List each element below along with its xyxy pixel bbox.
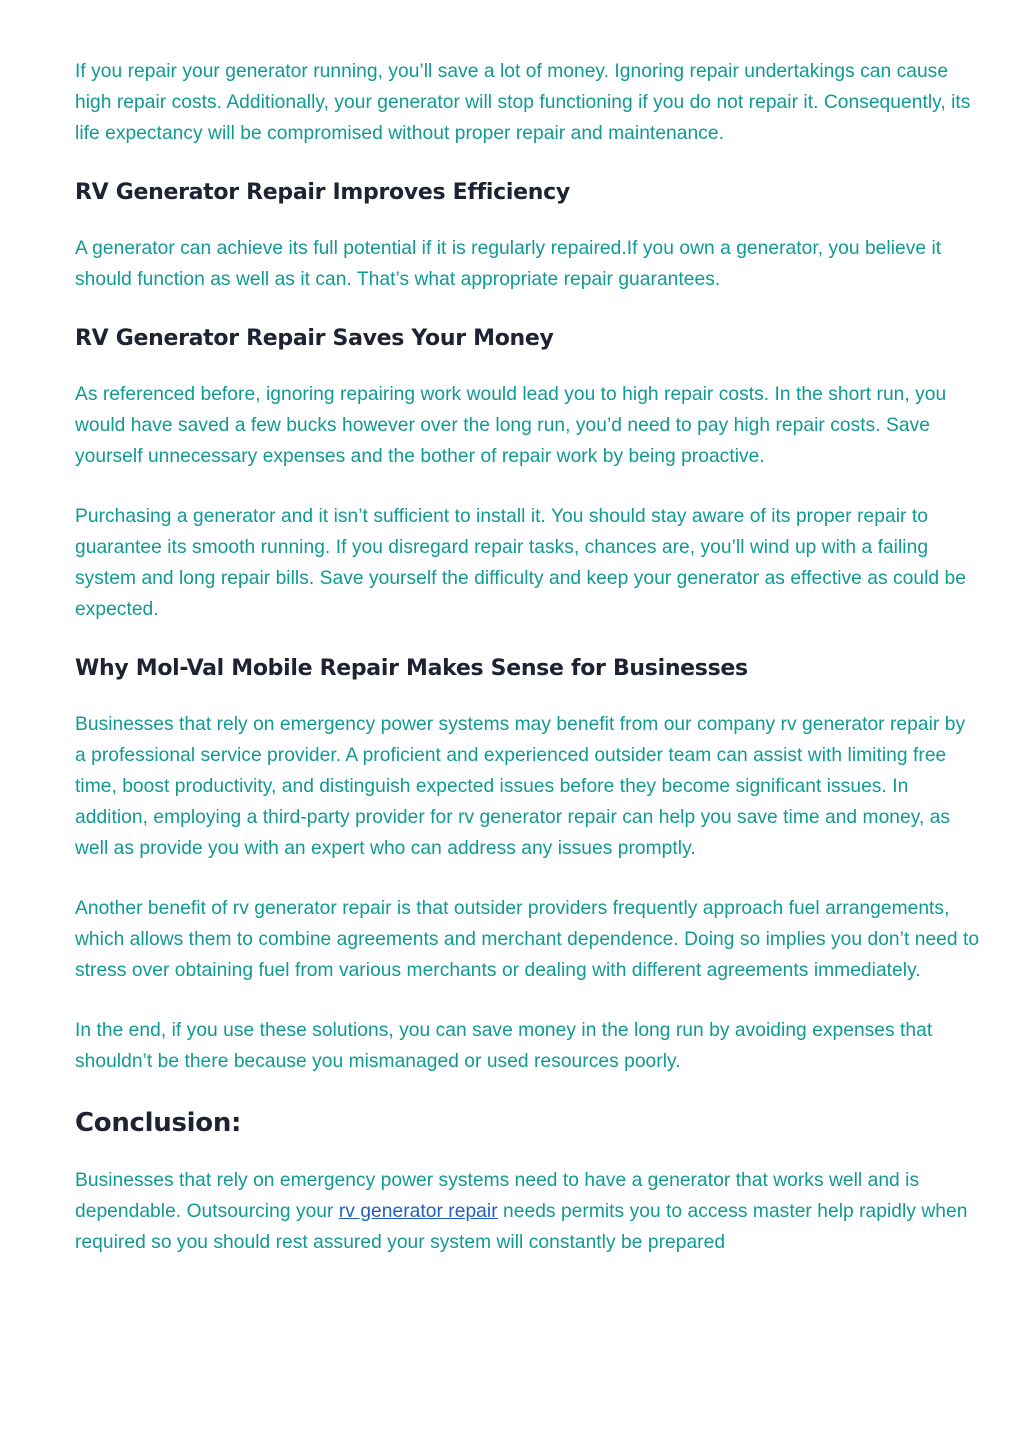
heading-efficiency: RV Generator Repair Improves Efficiency bbox=[75, 180, 570, 205]
paragraph-saves-money-1: As referenced before, ignoring repairing work would lead you to high repair costs. In the short run, you would have saved a few bucks however over the long run, you’d need to pay high repair costs. Save yourself unnecessary expenses and the bother of repair work by being proactive. bbox=[75, 384, 947, 467]
paragraph-efficiency: A generator can achieve its full potential if it is regularly repaired.If you own a generator, you believe it should function as well as it can. That’s what appropriate repair guarantees. bbox=[75, 238, 942, 290]
rv-generator-repair-link[interactable]: rv generator repair bbox=[338, 1201, 498, 1222]
heading-conclusion: Conclusion: bbox=[75, 1108, 242, 1138]
paragraph-saves-money-2: Purchasing a generator and it isn’t sufficient to install it. You should stay aware of its proper repair to guarantee its smooth running. If you disregard repair tasks, chances are, you’ll wind up with a failing system and long repair bills. Save yourself the difficulty and keep your generator as effective as could be expected. bbox=[75, 506, 966, 620]
article-body bbox=[75, 56, 980, 1258]
heading-saves-money: RV Generator Repair Saves Your Money bbox=[75, 326, 554, 351]
paragraph-business-1: Businesses that rely on emergency power systems may benefit from our company rv generator repair by a professional service provider. A proficient and experienced outsider team can assist with limiting free time, boost productivity, and distinguish expected issues before they become significant issues. In addition, employing a third-party provider for rv generator repair can help you save time and money, as well as provide you with an expert who can address any issues promptly. bbox=[75, 714, 966, 859]
conclusion-text-end: needs permits you to access master help rapidly when required so you should rest assured your system will constantly be prepared bbox=[75, 1201, 968, 1253]
conclusion-text-start: Businesses that rely on emergency power systems need to have a generator that works well and is dependable. Outsourcing your bbox=[75, 1170, 920, 1222]
paragraph-conclusion bbox=[75, 1165, 980, 1258]
paragraph-intro: If you repair your generator running, you’ll save a lot of money. Ignoring repair undertakings can cause high repair costs. Additionally, your generator will stop functioning if you do not repair it. Consequently, its life expectancy will be compromised without proper repair and maintenance. bbox=[75, 61, 971, 144]
paragraph-business-2: Another benefit of rv generator repair is that outsider providers frequently approach fuel arrangements, which allows them to combine agreements and merchant dependence. Doing so implies you don’t need to stress over obtaining fuel from various merchants or dealing with different agreements immediately. bbox=[75, 898, 980, 981]
paragraph-business-3: In the end, if you use these solutions, you can save money in the long run by avoiding expenses that shouldn’t be there because you mismanaged or used resources poorly. bbox=[75, 1020, 933, 1072]
heading-business: Why Mol-Val Mobile Repair Makes Sense for Businesses bbox=[75, 656, 748, 681]
